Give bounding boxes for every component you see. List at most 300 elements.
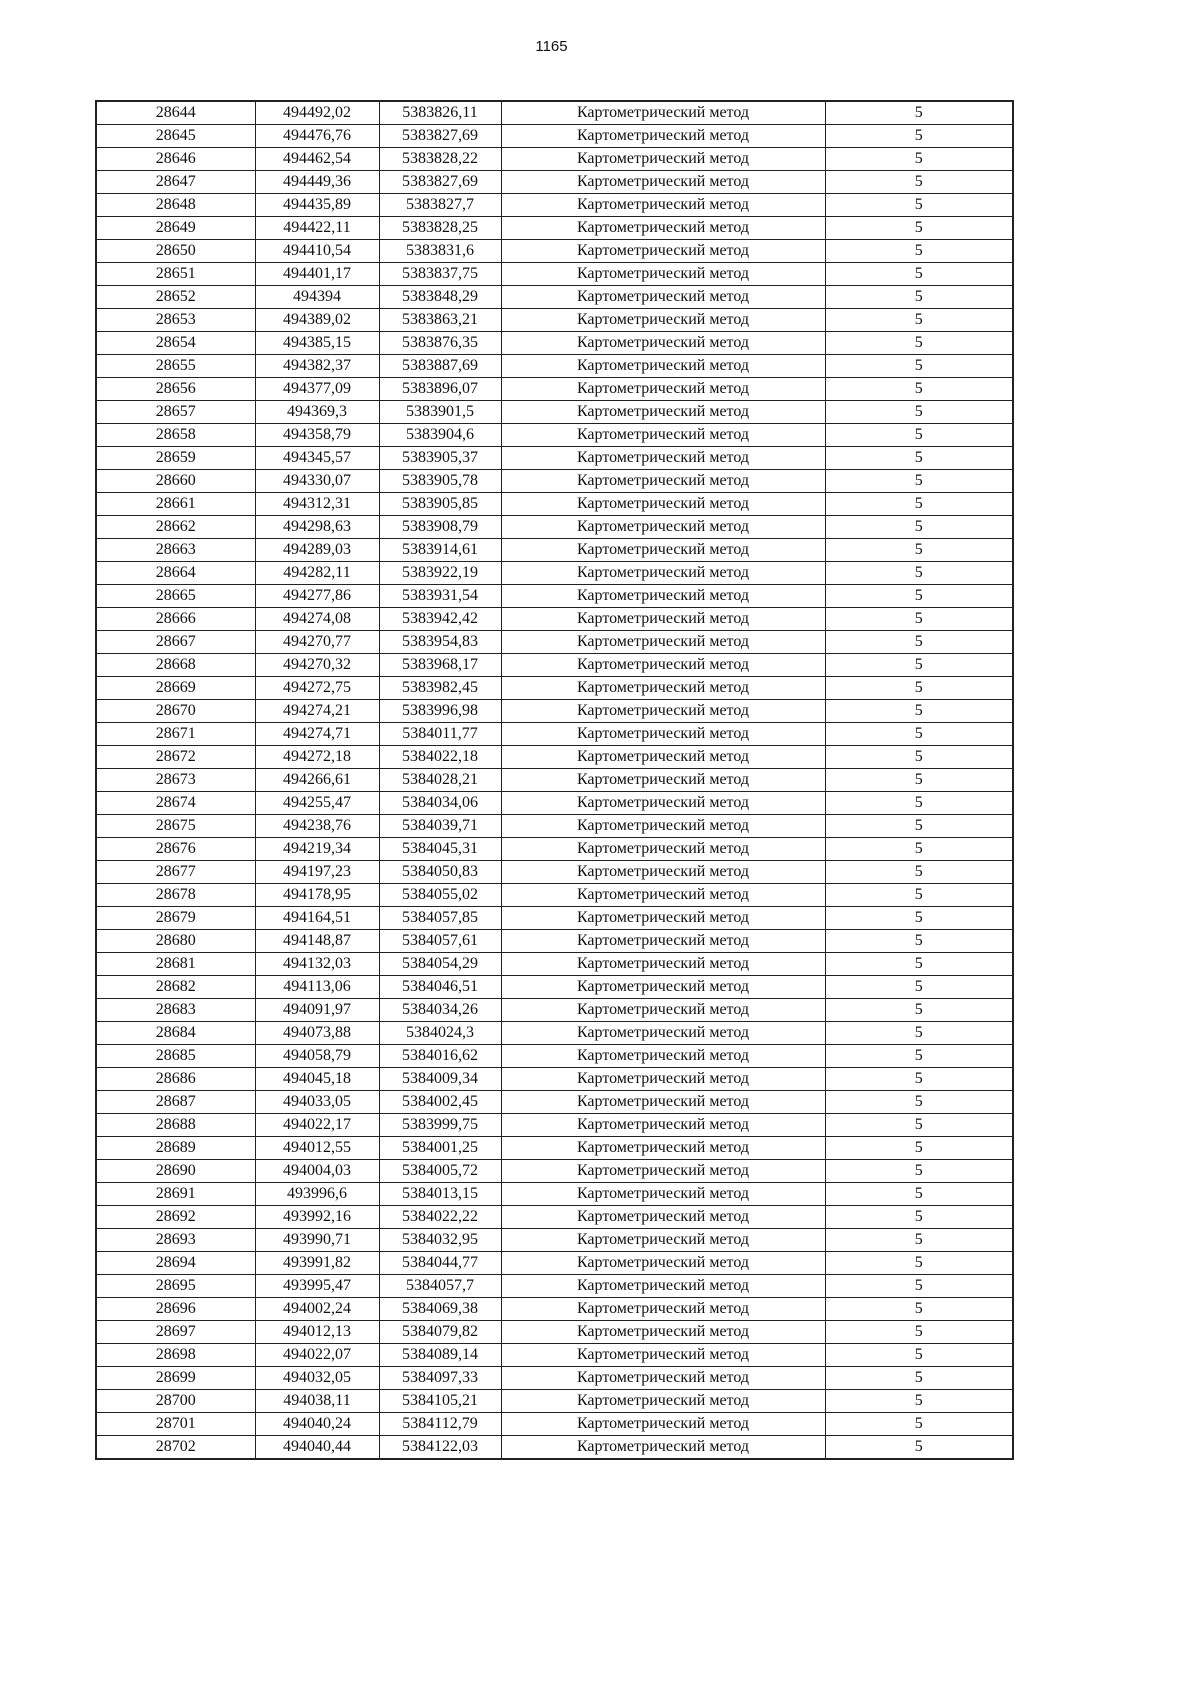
accuracy-cell: 5 bbox=[825, 1436, 1013, 1460]
y-coordinate-cell: 5383922,19 bbox=[379, 562, 501, 585]
x-coordinate-cell: 494394 bbox=[255, 286, 379, 309]
y-coordinate-cell: 5384039,71 bbox=[379, 815, 501, 838]
x-coordinate-cell: 494266,61 bbox=[255, 769, 379, 792]
table-row bbox=[96, 447, 1013, 470]
method-cell: Картометрический метод bbox=[501, 999, 825, 1022]
method-cell: Картометрический метод bbox=[501, 424, 825, 447]
point-number-cell: 28656 bbox=[96, 378, 255, 401]
accuracy-cell: 5 bbox=[825, 631, 1013, 654]
table-row bbox=[96, 378, 1013, 401]
y-coordinate-cell: 5384057,61 bbox=[379, 930, 501, 953]
y-coordinate-cell: 5384032,95 bbox=[379, 1229, 501, 1252]
point-number-cell: 28690 bbox=[96, 1160, 255, 1183]
method-cell: Картометрический метод bbox=[501, 101, 825, 125]
table-row bbox=[96, 194, 1013, 217]
y-coordinate-cell: 5384045,31 bbox=[379, 838, 501, 861]
y-coordinate-cell: 5384044,77 bbox=[379, 1252, 501, 1275]
point-number-cell: 28670 bbox=[96, 700, 255, 723]
x-coordinate-cell: 494033,05 bbox=[255, 1091, 379, 1114]
method-cell: Картометрический метод bbox=[501, 654, 825, 677]
point-number-cell: 28645 bbox=[96, 125, 255, 148]
x-coordinate-cell: 494462,54 bbox=[255, 148, 379, 171]
table-row bbox=[96, 1252, 1013, 1275]
method-cell: Картометрический метод bbox=[501, 263, 825, 286]
table-row bbox=[96, 792, 1013, 815]
table-row bbox=[96, 838, 1013, 861]
x-coordinate-cell: 493996,6 bbox=[255, 1183, 379, 1206]
method-cell: Картометрический метод bbox=[501, 562, 825, 585]
accuracy-cell: 5 bbox=[825, 286, 1013, 309]
point-number-cell: 28701 bbox=[96, 1413, 255, 1436]
method-cell: Картометрический метод bbox=[501, 953, 825, 976]
point-number-cell: 28658 bbox=[96, 424, 255, 447]
accuracy-cell: 5 bbox=[825, 309, 1013, 332]
y-coordinate-cell: 5383931,54 bbox=[379, 585, 501, 608]
method-cell: Картометрический метод bbox=[501, 1068, 825, 1091]
x-coordinate-cell: 494377,09 bbox=[255, 378, 379, 401]
table-row bbox=[96, 101, 1013, 125]
x-coordinate-cell: 494449,36 bbox=[255, 171, 379, 194]
accuracy-cell: 5 bbox=[825, 1160, 1013, 1183]
table-row bbox=[96, 240, 1013, 263]
method-cell: Картометрический метод bbox=[501, 861, 825, 884]
y-coordinate-cell: 5383827,69 bbox=[379, 125, 501, 148]
point-number-cell: 28669 bbox=[96, 677, 255, 700]
y-coordinate-cell: 5384057,85 bbox=[379, 907, 501, 930]
method-cell: Картометрический метод bbox=[501, 1390, 825, 1413]
accuracy-cell: 5 bbox=[825, 539, 1013, 562]
accuracy-cell: 5 bbox=[825, 585, 1013, 608]
accuracy-cell: 5 bbox=[825, 1229, 1013, 1252]
y-coordinate-cell: 5384016,62 bbox=[379, 1045, 501, 1068]
accuracy-cell: 5 bbox=[825, 401, 1013, 424]
method-cell: Картометрический метод bbox=[501, 1252, 825, 1275]
accuracy-cell: 5 bbox=[825, 1137, 1013, 1160]
accuracy-cell: 5 bbox=[825, 217, 1013, 240]
method-cell: Картометрический метод bbox=[501, 1045, 825, 1068]
y-coordinate-cell: 5384022,18 bbox=[379, 746, 501, 769]
x-coordinate-cell: 494058,79 bbox=[255, 1045, 379, 1068]
x-coordinate-cell: 494274,21 bbox=[255, 700, 379, 723]
point-number-cell: 28677 bbox=[96, 861, 255, 884]
point-number-cell: 28654 bbox=[96, 332, 255, 355]
accuracy-cell: 5 bbox=[825, 930, 1013, 953]
x-coordinate-cell: 494435,89 bbox=[255, 194, 379, 217]
x-coordinate-cell: 494255,47 bbox=[255, 792, 379, 815]
accuracy-cell: 5 bbox=[825, 101, 1013, 125]
y-coordinate-cell: 5384011,77 bbox=[379, 723, 501, 746]
table-row bbox=[96, 401, 1013, 424]
method-cell: Картометрический метод bbox=[501, 1160, 825, 1183]
x-coordinate-cell: 494282,11 bbox=[255, 562, 379, 585]
y-coordinate-cell: 5383954,83 bbox=[379, 631, 501, 654]
accuracy-cell: 5 bbox=[825, 1091, 1013, 1114]
table-row bbox=[96, 815, 1013, 838]
method-cell: Картометрический метод bbox=[501, 884, 825, 907]
y-coordinate-cell: 5384046,51 bbox=[379, 976, 501, 999]
y-coordinate-cell: 5383905,37 bbox=[379, 447, 501, 470]
table-row bbox=[96, 493, 1013, 516]
point-number-cell: 28668 bbox=[96, 654, 255, 677]
y-coordinate-cell: 5383863,21 bbox=[379, 309, 501, 332]
coordinates-table-body bbox=[96, 101, 1013, 1459]
x-coordinate-cell: 493992,16 bbox=[255, 1206, 379, 1229]
accuracy-cell: 5 bbox=[825, 953, 1013, 976]
x-coordinate-cell: 494164,51 bbox=[255, 907, 379, 930]
table-row bbox=[96, 424, 1013, 447]
method-cell: Картометрический метод bbox=[501, 976, 825, 999]
x-coordinate-cell: 494345,57 bbox=[255, 447, 379, 470]
method-cell: Картометрический метод bbox=[501, 125, 825, 148]
y-coordinate-cell: 5384122,03 bbox=[379, 1436, 501, 1460]
y-coordinate-cell: 5384034,26 bbox=[379, 999, 501, 1022]
point-number-cell: 28691 bbox=[96, 1183, 255, 1206]
method-cell: Картометрический метод bbox=[501, 677, 825, 700]
table-row bbox=[96, 1091, 1013, 1114]
x-coordinate-cell: 494476,76 bbox=[255, 125, 379, 148]
point-number-cell: 28700 bbox=[96, 1390, 255, 1413]
table-row bbox=[96, 1022, 1013, 1045]
y-coordinate-cell: 5384112,79 bbox=[379, 1413, 501, 1436]
y-coordinate-cell: 5384028,21 bbox=[379, 769, 501, 792]
table-row bbox=[96, 677, 1013, 700]
x-coordinate-cell: 494002,24 bbox=[255, 1298, 379, 1321]
table-row bbox=[96, 332, 1013, 355]
x-coordinate-cell: 493995,47 bbox=[255, 1275, 379, 1298]
point-number-cell: 28678 bbox=[96, 884, 255, 907]
y-coordinate-cell: 5384089,14 bbox=[379, 1344, 501, 1367]
accuracy-cell: 5 bbox=[825, 562, 1013, 585]
y-coordinate-cell: 5384013,15 bbox=[379, 1183, 501, 1206]
point-number-cell: 28657 bbox=[96, 401, 255, 424]
accuracy-cell: 5 bbox=[825, 1321, 1013, 1344]
point-number-cell: 28652 bbox=[96, 286, 255, 309]
method-cell: Картометрический метод bbox=[501, 930, 825, 953]
accuracy-cell: 5 bbox=[825, 1413, 1013, 1436]
accuracy-cell: 5 bbox=[825, 447, 1013, 470]
x-coordinate-cell: 494022,17 bbox=[255, 1114, 379, 1137]
y-coordinate-cell: 5384002,45 bbox=[379, 1091, 501, 1114]
table-row bbox=[96, 125, 1013, 148]
point-number-cell: 28655 bbox=[96, 355, 255, 378]
point-number-cell: 28684 bbox=[96, 1022, 255, 1045]
x-coordinate-cell: 494270,77 bbox=[255, 631, 379, 654]
table-row bbox=[96, 1183, 1013, 1206]
y-coordinate-cell: 5383837,75 bbox=[379, 263, 501, 286]
table-row bbox=[96, 171, 1013, 194]
point-number-cell: 28689 bbox=[96, 1137, 255, 1160]
y-coordinate-cell: 5383999,75 bbox=[379, 1114, 501, 1137]
table-row bbox=[96, 539, 1013, 562]
x-coordinate-cell: 494385,15 bbox=[255, 332, 379, 355]
accuracy-cell: 5 bbox=[825, 1298, 1013, 1321]
method-cell: Картометрический метод bbox=[501, 1321, 825, 1344]
accuracy-cell: 5 bbox=[825, 355, 1013, 378]
method-cell: Картометрический метод bbox=[501, 907, 825, 930]
y-coordinate-cell: 5383827,7 bbox=[379, 194, 501, 217]
point-number-cell: 28695 bbox=[96, 1275, 255, 1298]
y-coordinate-cell: 5383968,17 bbox=[379, 654, 501, 677]
table-row bbox=[96, 1160, 1013, 1183]
table-row bbox=[96, 1436, 1013, 1460]
coordinates-table bbox=[95, 100, 1014, 1460]
accuracy-cell: 5 bbox=[825, 792, 1013, 815]
y-coordinate-cell: 5383996,98 bbox=[379, 700, 501, 723]
table-row bbox=[96, 516, 1013, 539]
method-cell: Картометрический метод bbox=[501, 217, 825, 240]
method-cell: Картометрический метод bbox=[501, 769, 825, 792]
x-coordinate-cell: 494272,75 bbox=[255, 677, 379, 700]
y-coordinate-cell: 5384009,34 bbox=[379, 1068, 501, 1091]
accuracy-cell: 5 bbox=[825, 194, 1013, 217]
y-coordinate-cell: 5384097,33 bbox=[379, 1367, 501, 1390]
table-row bbox=[96, 723, 1013, 746]
accuracy-cell: 5 bbox=[825, 516, 1013, 539]
y-coordinate-cell: 5384054,29 bbox=[379, 953, 501, 976]
x-coordinate-cell: 494022,07 bbox=[255, 1344, 379, 1367]
method-cell: Картометрический метод bbox=[501, 171, 825, 194]
table-row bbox=[96, 355, 1013, 378]
point-number-cell: 28651 bbox=[96, 263, 255, 286]
method-cell: Картометрический метод bbox=[501, 723, 825, 746]
x-coordinate-cell: 494045,18 bbox=[255, 1068, 379, 1091]
x-coordinate-cell: 494274,08 bbox=[255, 608, 379, 631]
x-coordinate-cell: 494040,24 bbox=[255, 1413, 379, 1436]
x-coordinate-cell: 494492,02 bbox=[255, 101, 379, 125]
x-coordinate-cell: 494277,86 bbox=[255, 585, 379, 608]
y-coordinate-cell: 5384105,21 bbox=[379, 1390, 501, 1413]
table-row bbox=[96, 148, 1013, 171]
point-number-cell: 28679 bbox=[96, 907, 255, 930]
point-number-cell: 28676 bbox=[96, 838, 255, 861]
accuracy-cell: 5 bbox=[825, 677, 1013, 700]
x-coordinate-cell: 493990,71 bbox=[255, 1229, 379, 1252]
accuracy-cell: 5 bbox=[825, 470, 1013, 493]
y-coordinate-cell: 5383908,79 bbox=[379, 516, 501, 539]
accuracy-cell: 5 bbox=[825, 378, 1013, 401]
accuracy-cell: 5 bbox=[825, 424, 1013, 447]
method-cell: Картометрический метод bbox=[501, 148, 825, 171]
point-number-cell: 28665 bbox=[96, 585, 255, 608]
x-coordinate-cell: 494358,79 bbox=[255, 424, 379, 447]
point-number-cell: 28647 bbox=[96, 171, 255, 194]
table-row bbox=[96, 1321, 1013, 1344]
table-row bbox=[96, 700, 1013, 723]
accuracy-cell: 5 bbox=[825, 1114, 1013, 1137]
table-row bbox=[96, 861, 1013, 884]
y-coordinate-cell: 5384069,38 bbox=[379, 1298, 501, 1321]
table-row bbox=[96, 608, 1013, 631]
method-cell: Картометрический метод bbox=[501, 355, 825, 378]
table-row bbox=[96, 585, 1013, 608]
x-coordinate-cell: 494382,37 bbox=[255, 355, 379, 378]
point-number-cell: 28682 bbox=[96, 976, 255, 999]
table-row bbox=[96, 769, 1013, 792]
table-row bbox=[96, 1390, 1013, 1413]
table-row bbox=[96, 286, 1013, 309]
y-coordinate-cell: 5383904,6 bbox=[379, 424, 501, 447]
table-row bbox=[96, 1045, 1013, 1068]
point-number-cell: 28667 bbox=[96, 631, 255, 654]
x-coordinate-cell: 494274,71 bbox=[255, 723, 379, 746]
table-row bbox=[96, 631, 1013, 654]
table-row bbox=[96, 1229, 1013, 1252]
x-coordinate-cell: 494032,05 bbox=[255, 1367, 379, 1390]
table-row bbox=[96, 1275, 1013, 1298]
point-number-cell: 28666 bbox=[96, 608, 255, 631]
accuracy-cell: 5 bbox=[825, 493, 1013, 516]
method-cell: Картометрический метод bbox=[501, 539, 825, 562]
method-cell: Картометрический метод bbox=[501, 792, 825, 815]
table-row bbox=[96, 1206, 1013, 1229]
point-number-cell: 28649 bbox=[96, 217, 255, 240]
y-coordinate-cell: 5384055,02 bbox=[379, 884, 501, 907]
x-coordinate-cell: 494073,88 bbox=[255, 1022, 379, 1045]
x-coordinate-cell: 494113,06 bbox=[255, 976, 379, 999]
x-coordinate-cell: 494038,11 bbox=[255, 1390, 379, 1413]
method-cell: Картометрический метод bbox=[501, 1022, 825, 1045]
point-number-cell: 28675 bbox=[96, 815, 255, 838]
y-coordinate-cell: 5384024,3 bbox=[379, 1022, 501, 1045]
accuracy-cell: 5 bbox=[825, 700, 1013, 723]
point-number-cell: 28673 bbox=[96, 769, 255, 792]
method-cell: Картометрический метод bbox=[501, 309, 825, 332]
accuracy-cell: 5 bbox=[825, 1344, 1013, 1367]
accuracy-cell: 5 bbox=[825, 1390, 1013, 1413]
y-coordinate-cell: 5383887,69 bbox=[379, 355, 501, 378]
table-row bbox=[96, 976, 1013, 999]
x-coordinate-cell: 494012,55 bbox=[255, 1137, 379, 1160]
accuracy-cell: 5 bbox=[825, 148, 1013, 171]
method-cell: Картометрический метод bbox=[501, 838, 825, 861]
table-row bbox=[96, 470, 1013, 493]
page-number: 1165 bbox=[535, 38, 568, 55]
point-number-cell: 28692 bbox=[96, 1206, 255, 1229]
x-coordinate-cell: 494148,87 bbox=[255, 930, 379, 953]
table-row bbox=[96, 562, 1013, 585]
point-number-cell: 28680 bbox=[96, 930, 255, 953]
method-cell: Картометрический метод bbox=[501, 401, 825, 424]
method-cell: Картометрический метод bbox=[501, 1367, 825, 1390]
y-coordinate-cell: 5383896,07 bbox=[379, 378, 501, 401]
accuracy-cell: 5 bbox=[825, 1275, 1013, 1298]
table-row bbox=[96, 884, 1013, 907]
point-number-cell: 28696 bbox=[96, 1298, 255, 1321]
method-cell: Картометрический метод bbox=[501, 332, 825, 355]
point-number-cell: 28687 bbox=[96, 1091, 255, 1114]
point-number-cell: 28663 bbox=[96, 539, 255, 562]
y-coordinate-cell: 5383831,6 bbox=[379, 240, 501, 263]
y-coordinate-cell: 5383942,42 bbox=[379, 608, 501, 631]
accuracy-cell: 5 bbox=[825, 240, 1013, 263]
method-cell: Картометрический метод bbox=[501, 240, 825, 263]
point-number-cell: 28694 bbox=[96, 1252, 255, 1275]
y-coordinate-cell: 5383828,22 bbox=[379, 148, 501, 171]
point-number-cell: 28646 bbox=[96, 148, 255, 171]
point-number-cell: 28683 bbox=[96, 999, 255, 1022]
method-cell: Картометрический метод bbox=[501, 700, 825, 723]
table-row bbox=[96, 1068, 1013, 1091]
y-coordinate-cell: 5384034,06 bbox=[379, 792, 501, 815]
x-coordinate-cell: 494312,31 bbox=[255, 493, 379, 516]
method-cell: Картометрический метод bbox=[501, 608, 825, 631]
accuracy-cell: 5 bbox=[825, 838, 1013, 861]
table-row bbox=[96, 263, 1013, 286]
y-coordinate-cell: 5383826,11 bbox=[379, 101, 501, 125]
method-cell: Картометрический метод bbox=[501, 1436, 825, 1460]
x-coordinate-cell: 494401,17 bbox=[255, 263, 379, 286]
point-number-cell: 28698 bbox=[96, 1344, 255, 1367]
y-coordinate-cell: 5383848,29 bbox=[379, 286, 501, 309]
accuracy-cell: 5 bbox=[825, 1045, 1013, 1068]
point-number-cell: 28702 bbox=[96, 1436, 255, 1460]
point-number-cell: 28672 bbox=[96, 746, 255, 769]
method-cell: Картометрический метод bbox=[501, 1275, 825, 1298]
point-number-cell: 28671 bbox=[96, 723, 255, 746]
accuracy-cell: 5 bbox=[825, 999, 1013, 1022]
method-cell: Картометрический метод bbox=[501, 1091, 825, 1114]
accuracy-cell: 5 bbox=[825, 769, 1013, 792]
x-coordinate-cell: 494330,07 bbox=[255, 470, 379, 493]
method-cell: Картометрический метод bbox=[501, 1206, 825, 1229]
x-coordinate-cell: 494422,11 bbox=[255, 217, 379, 240]
accuracy-cell: 5 bbox=[825, 1183, 1013, 1206]
method-cell: Картометрический метод bbox=[501, 286, 825, 309]
accuracy-cell: 5 bbox=[825, 884, 1013, 907]
accuracy-cell: 5 bbox=[825, 263, 1013, 286]
method-cell: Картометрический метод bbox=[501, 1344, 825, 1367]
x-coordinate-cell: 494298,63 bbox=[255, 516, 379, 539]
method-cell: Картометрический метод bbox=[501, 470, 825, 493]
accuracy-cell: 5 bbox=[825, 861, 1013, 884]
point-number-cell: 28688 bbox=[96, 1114, 255, 1137]
x-coordinate-cell: 494178,95 bbox=[255, 884, 379, 907]
point-number-cell: 28697 bbox=[96, 1321, 255, 1344]
point-number-cell: 28674 bbox=[96, 792, 255, 815]
y-coordinate-cell: 5384001,25 bbox=[379, 1137, 501, 1160]
x-coordinate-cell: 494197,23 bbox=[255, 861, 379, 884]
y-coordinate-cell: 5383982,45 bbox=[379, 677, 501, 700]
point-number-cell: 28693 bbox=[96, 1229, 255, 1252]
table-row bbox=[96, 1137, 1013, 1160]
method-cell: Картометрический метод bbox=[501, 516, 825, 539]
accuracy-cell: 5 bbox=[825, 1022, 1013, 1045]
x-coordinate-cell: 494012,13 bbox=[255, 1321, 379, 1344]
y-coordinate-cell: 5383876,35 bbox=[379, 332, 501, 355]
table-row bbox=[96, 1413, 1013, 1436]
point-number-cell: 28664 bbox=[96, 562, 255, 585]
point-number-cell: 28659 bbox=[96, 447, 255, 470]
method-cell: Картометрический метод bbox=[501, 585, 825, 608]
x-coordinate-cell: 494091,97 bbox=[255, 999, 379, 1022]
table-row bbox=[96, 999, 1013, 1022]
x-coordinate-cell: 494219,34 bbox=[255, 838, 379, 861]
point-number-cell: 28653 bbox=[96, 309, 255, 332]
method-cell: Картометрический метод bbox=[501, 1413, 825, 1436]
point-number-cell: 28650 bbox=[96, 240, 255, 263]
accuracy-cell: 5 bbox=[825, 723, 1013, 746]
point-number-cell: 28681 bbox=[96, 953, 255, 976]
accuracy-cell: 5 bbox=[825, 1206, 1013, 1229]
y-coordinate-cell: 5383905,85 bbox=[379, 493, 501, 516]
method-cell: Картометрический метод bbox=[501, 493, 825, 516]
x-coordinate-cell: 494132,03 bbox=[255, 953, 379, 976]
y-coordinate-cell: 5383828,25 bbox=[379, 217, 501, 240]
accuracy-cell: 5 bbox=[825, 608, 1013, 631]
table-row bbox=[96, 1344, 1013, 1367]
x-coordinate-cell: 494238,76 bbox=[255, 815, 379, 838]
accuracy-cell: 5 bbox=[825, 746, 1013, 769]
